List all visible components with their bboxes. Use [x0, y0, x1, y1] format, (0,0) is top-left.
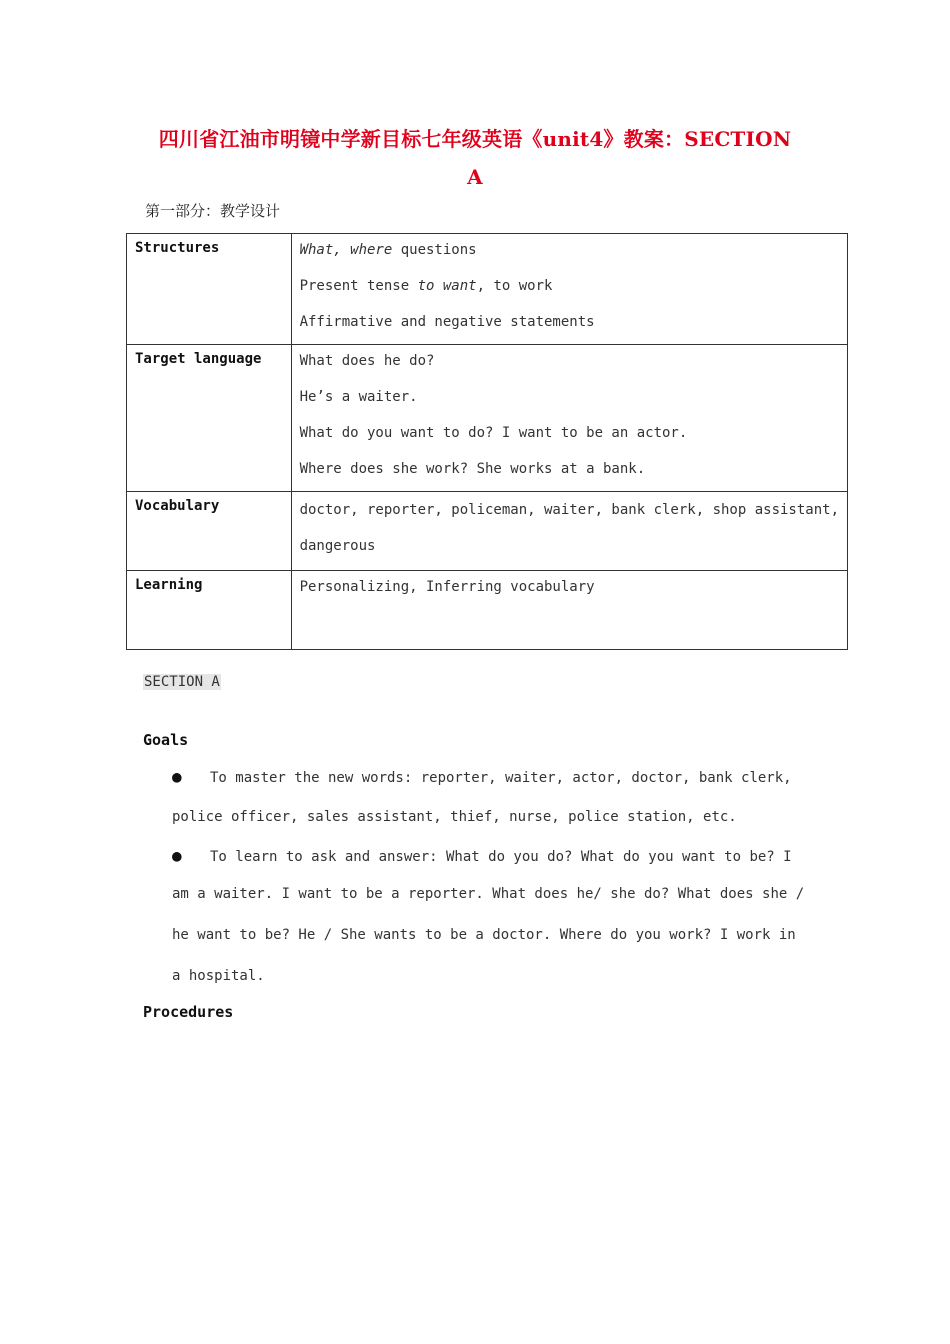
table-row	[127, 492, 848, 571]
list-item	[172, 756, 812, 838]
value-line: What, where questions	[299, 242, 477, 258]
row-value	[291, 345, 847, 492]
part-label: 第一部分：教学设计	[145, 202, 281, 220]
row-value	[291, 571, 847, 650]
procedures-heading: Procedures	[143, 1003, 234, 1021]
document-title	[140, 120, 810, 196]
section-a-label: SECTION A	[144, 674, 220, 690]
title-line-2: A	[467, 165, 483, 189]
list-item	[172, 838, 812, 997]
title-line-1: 四川省江油市明镜中学新目标七年级英语《unit4》教案：SECTION	[158, 127, 792, 151]
value-line: Present tense to want, to work	[299, 278, 553, 294]
goal-line: a hospital.	[172, 968, 265, 984]
value-line: He’s a waiter.	[299, 389, 418, 405]
value-line: Personalizing, Inferring vocabulary	[299, 579, 595, 595]
table-row	[127, 234, 848, 345]
bullet-icon: ●	[172, 846, 182, 865]
row-label: Vocabulary	[127, 492, 292, 571]
goal-line: To learn to ask and answer: What do you do? What do you want to be? I	[210, 849, 792, 865]
row-label: Structures	[127, 234, 292, 345]
goals-heading: Goals	[143, 731, 189, 749]
table-row	[127, 571, 848, 650]
value-line: What do you want to do? I want to be an actor.	[299, 425, 688, 441]
value-line: dangerous	[299, 538, 376, 554]
row-value	[291, 234, 847, 345]
value-line: Where does she work? She works at a bank.	[299, 461, 646, 477]
table-row	[127, 345, 848, 492]
goal-line: police officer, sales assistant, thief, nurse, police station, etc.	[172, 809, 737, 825]
row-value	[291, 492, 847, 571]
row-label: Learning	[127, 571, 292, 650]
value-line: doctor, reporter, policeman, waiter, bank clerk, shop assistant,	[299, 502, 839, 518]
bullet-icon: ●	[172, 767, 182, 786]
goals-list	[172, 756, 812, 997]
teaching-design-table	[126, 233, 848, 650]
value-line: Affirmative and negative statements	[299, 314, 595, 330]
goal-line: am a waiter. I want to be a reporter. What does he/ she do? What does she /	[172, 886, 805, 902]
goal-line: he want to be? He / She wants to be a doctor. Where do you work? I work in	[172, 927, 796, 943]
value-line: What does he do?	[299, 353, 435, 369]
row-label: Target language	[127, 345, 292, 492]
goal-line: To master the new words: reporter, waiter, actor, doctor, bank clerk,	[210, 770, 792, 786]
